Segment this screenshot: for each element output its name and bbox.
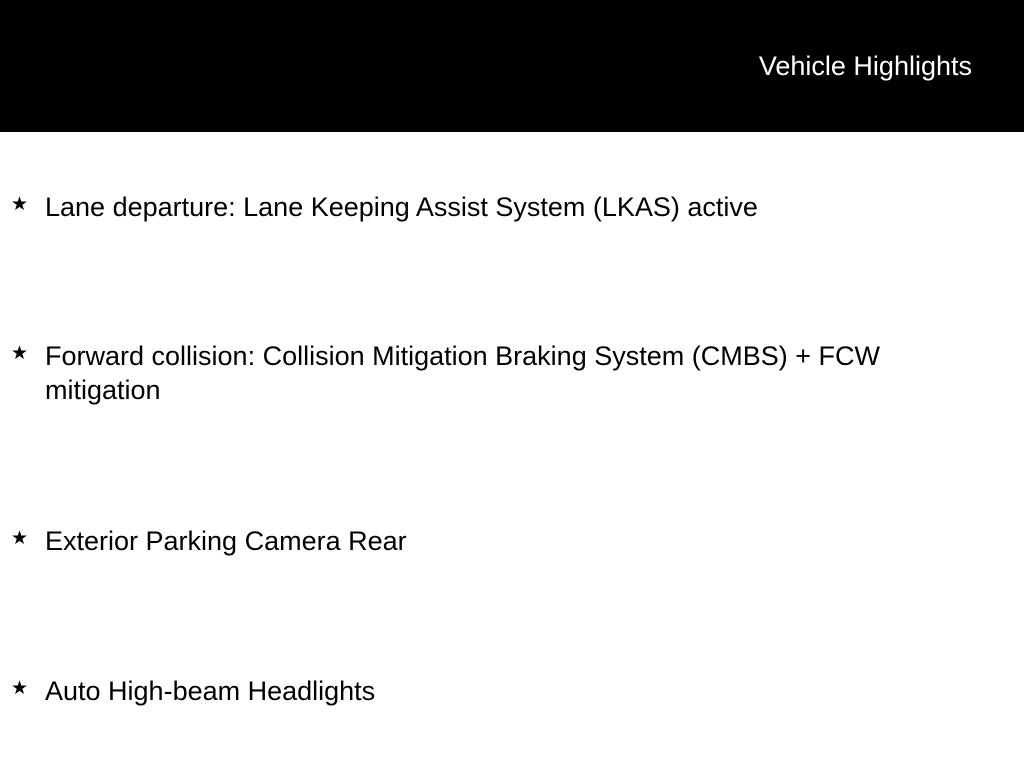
list-item-text: Auto High-beam Headlights bbox=[45, 676, 376, 706]
star-icon: ★ bbox=[11, 193, 29, 215]
star-icon: ★ bbox=[11, 342, 29, 364]
header-bar bbox=[0, 0, 1024, 132]
star-icon: ★ bbox=[11, 527, 29, 549]
list-item-text: Lane departure: Lane Keeping Assist System (LKAS) active bbox=[45, 192, 758, 222]
list-item-text: Exterior Parking Camera Rear bbox=[45, 526, 407, 556]
star-icon: ★ bbox=[11, 677, 29, 699]
list-item-text: Forward collision: Collision Mitigation Braking System (CMBS) + FCW mitigation bbox=[45, 341, 880, 405]
page-title: Vehicle Highlights bbox=[758, 51, 972, 81]
